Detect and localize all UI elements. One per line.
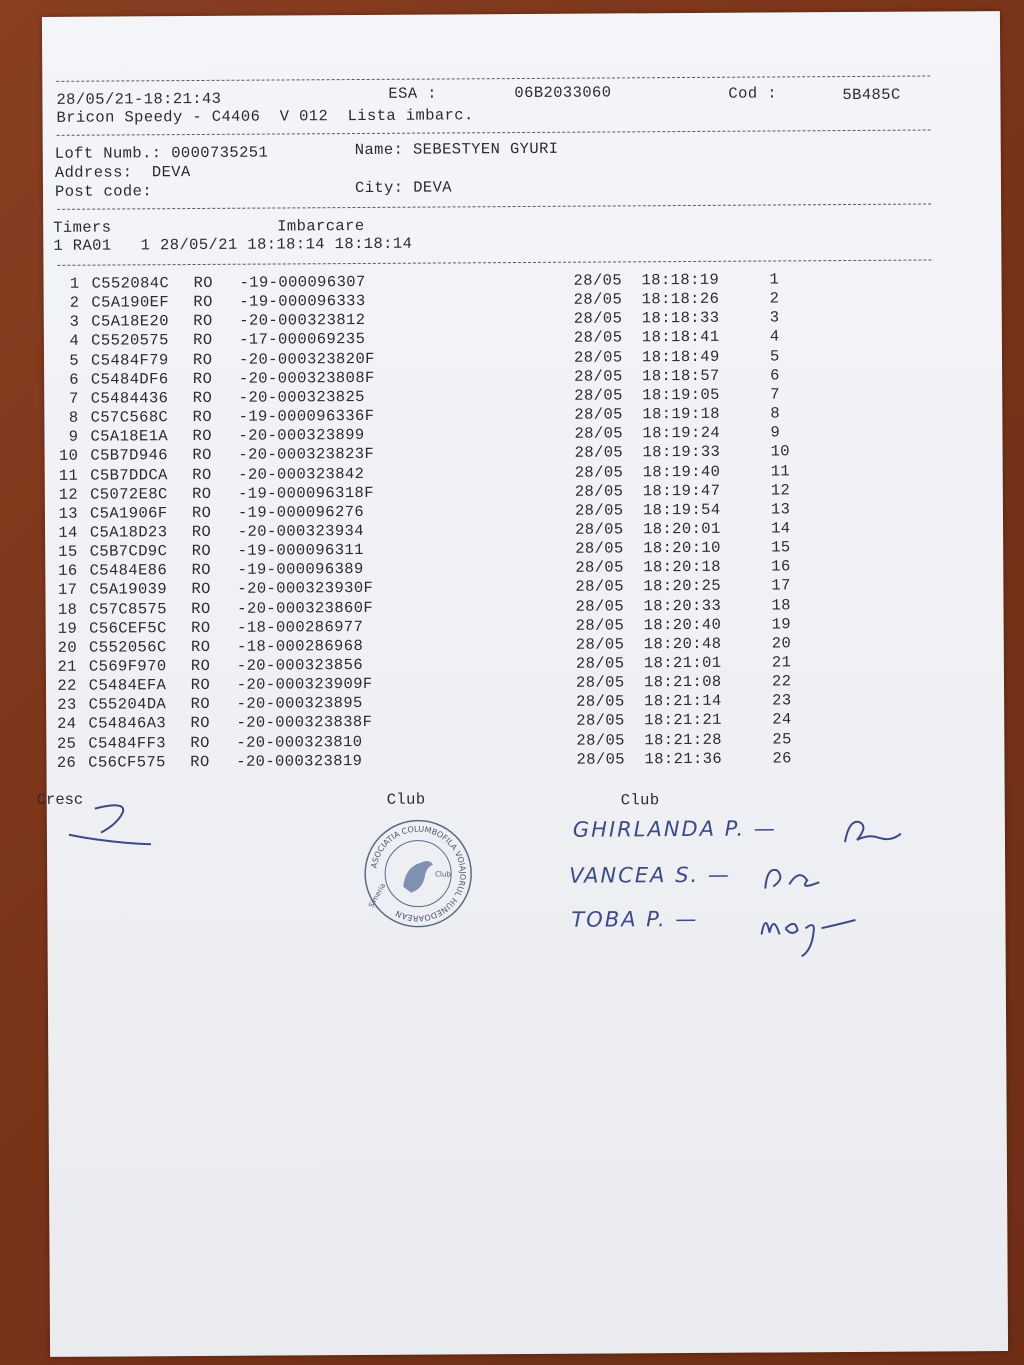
position: 9	[770, 423, 781, 442]
ring-number: -20-000323909F	[236, 675, 373, 694]
chip-id: C5B7D946	[90, 446, 169, 465]
chip-id: C5484E86	[89, 561, 168, 580]
position: 11	[770, 461, 791, 480]
position: 6	[770, 366, 780, 385]
row-number: 9	[68, 427, 79, 446]
separator-line	[57, 260, 931, 266]
row-number: 7	[68, 389, 79, 408]
signature-line-2: VANCEA S. —	[569, 862, 731, 888]
basket-time: 18:19:24	[642, 423, 721, 443]
country-code: RO	[193, 312, 213, 331]
ring-number: -20-000323819	[236, 751, 363, 771]
chip-id: C5A18E20	[91, 312, 169, 331]
basket-date: 28/05	[575, 654, 625, 673]
ring-number: -19-000096307	[239, 272, 366, 292]
chip-id: C5484EFA	[88, 676, 167, 695]
basket-time: 18:20:10	[643, 538, 721, 558]
country-code: RO	[191, 542, 212, 561]
position: 25	[772, 729, 792, 749]
basket-time: 18:21:01	[643, 653, 722, 673]
signature-mark-2	[759, 860, 829, 896]
basket-time: 18:18:33	[641, 309, 720, 328]
ring-number: -19-000096318F	[238, 483, 374, 503]
ring-number: -19-000096389	[237, 560, 364, 580]
ring-number: -20-000323825	[238, 387, 365, 407]
basket-time: 18:20:18	[643, 558, 721, 577]
cresc-label: Cresc	[36, 790, 84, 809]
ring-number: -18-000286977	[237, 617, 364, 637]
row-number: 13	[58, 504, 79, 523]
chip-id: C57C8575	[89, 599, 167, 619]
ring-number: -20-000323930F	[237, 579, 374, 599]
separator-line	[56, 76, 930, 82]
chip-id: C54846A3	[88, 714, 167, 734]
country-code: RO	[191, 503, 212, 522]
basket-time: 18:19:54	[642, 500, 721, 520]
basket-time: 18:18:19	[641, 270, 720, 290]
row-number: 4	[69, 332, 80, 351]
ring-number: -20-000323856	[236, 655, 364, 675]
position: 23	[772, 691, 792, 710]
chip-id: C5B7DDCA	[90, 465, 168, 485]
country-code: RO	[190, 695, 211, 714]
chip-id: C552056C	[88, 638, 167, 657]
basket-date: 28/05	[576, 692, 625, 711]
chip-id: C57C568C	[90, 408, 169, 427]
row-number: 15	[58, 542, 78, 561]
row-number: 19	[57, 619, 78, 638]
chip-id: C5A19039	[89, 580, 168, 600]
country-code: RO	[192, 388, 213, 407]
chip-id: C5484436	[90, 389, 169, 408]
chip-id: C5A18D23	[89, 523, 168, 542]
basket-date: 28/05	[575, 616, 625, 635]
basket-date: 28/05	[573, 271, 623, 290]
row-number: 2	[69, 293, 80, 312]
chip-id: C569F970	[88, 657, 167, 676]
position: 16	[771, 557, 791, 576]
ring-number: -20-000323810	[236, 732, 363, 752]
country-code: RO	[190, 637, 211, 656]
basket-time: 18:19:47	[642, 481, 721, 500]
row-number: 20	[57, 638, 78, 657]
imbarcare-label: Imbarcare	[277, 216, 365, 236]
position: 3	[769, 308, 780, 327]
country-code: RO	[193, 273, 214, 293]
row-number: 12	[58, 485, 79, 504]
esa-value: 06B2033060	[514, 83, 612, 103]
chip-id: C5484FF3	[88, 733, 167, 753]
row-number: 16	[58, 561, 78, 581]
club-label-2: Club	[620, 791, 660, 810]
basket-date: 28/05	[575, 673, 625, 692]
ring-number: -20-000323823F	[238, 445, 375, 465]
position: 20	[771, 634, 792, 653]
row-number: 11	[58, 466, 79, 485]
chip-id: C5484DF6	[90, 369, 169, 389]
basket-date: 28/05	[574, 443, 624, 463]
basketing-list	[43, 269, 946, 774]
basket-time: 18:21:28	[644, 730, 723, 749]
chip-id: C5A18E1A	[90, 427, 169, 446]
chip-id: C56CEF5C	[89, 618, 167, 638]
basket-time: 18:20:25	[643, 577, 722, 596]
basket-date: 28/05	[574, 501, 624, 520]
basket-date: 28/05	[575, 577, 624, 597]
signature-mark-1	[839, 812, 909, 852]
row-number: 6	[69, 370, 79, 389]
country-code: RO	[192, 427, 212, 446]
timers-label: Timers	[53, 218, 112, 237]
country-code: RO	[192, 350, 213, 369]
basket-time: 18:18:49	[641, 347, 720, 366]
timer-line: 1 RA01 1 28/05/21 18:18:14 18:18:14	[53, 234, 413, 255]
position: 8	[770, 404, 781, 423]
country-code: RO	[190, 733, 210, 752]
cod-value: 5B485C	[842, 85, 901, 105]
signature-line-3: TOBA P. —	[571, 906, 699, 932]
row-number: 14	[58, 523, 78, 542]
basket-date: 28/05	[574, 482, 624, 501]
country-code: RO	[192, 446, 212, 465]
country-code: RO	[191, 561, 212, 580]
position: 21	[771, 653, 792, 672]
country-code: RO	[193, 331, 213, 350]
country-code: RO	[190, 714, 210, 733]
cod-label: Cod :	[728, 84, 777, 103]
ring-number: -20-000323934	[237, 521, 364, 541]
country-code: RO	[191, 599, 211, 618]
basket-date: 28/05	[574, 462, 624, 482]
row-number: 21	[57, 657, 77, 676]
stamp-ring-text: ASOCIATIA COLUMBOFILA VOIAJORUL HUNEDOAREAN	[369, 824, 468, 923]
country-code: RO	[192, 484, 212, 503]
position: 14	[770, 519, 791, 538]
position: 15	[771, 538, 791, 557]
country-code: RO	[190, 656, 211, 676]
ring-number: -20-000323842	[238, 464, 365, 484]
ring-number: -20-000323899	[238, 426, 365, 445]
position: 1	[769, 270, 780, 289]
stamp-city-text: Simeria	[367, 882, 388, 910]
signature-mark-3	[755, 894, 875, 965]
row-number: 10	[58, 447, 79, 466]
basket-time: 18:20:40	[643, 615, 722, 634]
country-code: RO	[192, 369, 213, 388]
basket-date: 28/05	[575, 539, 624, 558]
row-number: 8	[68, 408, 79, 427]
esa-label: ESA :	[388, 84, 437, 103]
basket-time: 18:18:41	[641, 328, 720, 347]
position: 26	[772, 749, 792, 768]
chip-id: C5A190EF	[91, 293, 170, 312]
device-line: Bricon Speedy - C4406 V 012 Lista imbarc.	[56, 106, 474, 127]
city: City: DEVA	[354, 178, 453, 198]
basket-time: 18:21:21	[644, 711, 722, 730]
basket-time: 18:19:05	[642, 385, 720, 405]
basket-date: 28/05	[574, 367, 623, 386]
signature-line-1: GHIRLANDA P. —	[572, 816, 777, 842]
ring-number: -19-000096276	[237, 502, 365, 522]
position: 17	[771, 576, 791, 595]
chip-id: C5520575	[91, 331, 169, 351]
ring-number: -19-000096336F	[238, 406, 375, 426]
chip-id: C55204DA	[88, 695, 167, 714]
ring-number: -17-000069235	[239, 330, 366, 350]
basket-date: 28/05	[574, 386, 623, 405]
address: Address: DEVA	[54, 163, 191, 182]
basket-time: 18:19:33	[642, 443, 721, 462]
position: 19	[771, 615, 792, 634]
ring-number: -18-000286968	[236, 636, 364, 656]
position: 13	[770, 500, 791, 519]
loft-number: Loft Numb.: 0000735251	[54, 143, 269, 163]
row-number: 5	[69, 351, 80, 370]
row-number: 26	[56, 753, 77, 772]
basket-date: 28/05	[576, 711, 625, 731]
position: 2	[769, 289, 780, 308]
country-code: RO	[193, 293, 213, 312]
owner-name: Name: SEBESTYEN GYURI	[354, 139, 559, 160]
club-stamp	[363, 818, 474, 929]
row-number: 22	[57, 676, 77, 695]
basket-date: 28/05	[575, 558, 624, 577]
basket-date: 28/05	[574, 424, 624, 443]
basket-time: 18:20:48	[643, 634, 722, 654]
printed-sheet	[36, 11, 1008, 1357]
separator-line	[57, 204, 931, 210]
basket-time: 18:19:18	[642, 404, 721, 424]
basket-date: 28/05	[573, 290, 623, 309]
basket-date: 28/05	[575, 635, 625, 654]
ring-number: -19-000096333	[239, 292, 366, 311]
country-code: RO	[191, 618, 211, 637]
basket-time: 18:21:36	[644, 749, 723, 769]
breeder-signature	[57, 798, 157, 849]
country-code: RO	[190, 752, 210, 771]
basket-date: 28/05	[576, 730, 625, 750]
basket-time: 18:21:14	[644, 692, 722, 711]
country-code: RO	[191, 522, 212, 541]
basket-date: 28/05	[575, 520, 624, 539]
position: 12	[770, 481, 791, 500]
chip-id: C5A1906F	[89, 503, 168, 523]
position: 22	[771, 672, 792, 691]
chip-id: C552084C	[91, 274, 170, 293]
ring-number: -19-000096311	[237, 541, 364, 560]
basket-time: 18:20:01	[643, 519, 721, 539]
chip-id: C5B7CD9C	[89, 542, 168, 561]
row-number: 23	[57, 696, 77, 715]
ring-number: -20-000323812	[239, 311, 366, 331]
post-code: Post code:	[54, 182, 153, 201]
chip-id: C5484F79	[90, 350, 169, 370]
separator-line	[57, 130, 931, 136]
basket-time: 18:21:08	[643, 672, 722, 692]
basket-date: 28/05	[574, 405, 623, 424]
basket-time: 18:20:33	[643, 596, 722, 615]
position: 7	[770, 385, 780, 404]
row-number: 1	[69, 274, 80, 293]
stamp-center-text: Club	[435, 870, 451, 879]
row-number: 17	[57, 581, 78, 600]
position: 24	[772, 710, 792, 729]
position: 4	[769, 327, 780, 346]
country-code: RO	[192, 465, 212, 484]
ring-number: -20-000323895	[236, 694, 363, 714]
row-number: 3	[69, 313, 80, 332]
basket-date: 28/05	[576, 750, 626, 769]
country-code: RO	[190, 676, 211, 695]
ring-number: -20-000323808F	[238, 368, 375, 388]
basket-time: 18:18:57	[642, 366, 720, 386]
row-number: 18	[57, 600, 78, 619]
basket-time: 18:18:26	[641, 289, 720, 309]
country-code: RO	[192, 407, 213, 427]
chip-id: C5072E8C	[90, 484, 168, 504]
basket-time: 18:19:40	[642, 462, 721, 481]
country-code: RO	[191, 580, 211, 599]
position: 5	[769, 347, 780, 366]
ring-number: -20-000323838F	[236, 713, 373, 733]
basket-date: 28/05	[575, 596, 625, 616]
basket-date: 28/05	[573, 328, 623, 348]
club-label-1: Club	[386, 790, 426, 809]
position: 18	[771, 595, 791, 615]
chip-id: C56CF575	[88, 752, 166, 772]
basket-date: 28/05	[573, 347, 623, 367]
position: 10	[770, 442, 791, 461]
ring-number: -20-000323820F	[238, 349, 375, 369]
row-number: 24	[57, 715, 77, 734]
row-number: 25	[56, 734, 77, 753]
basket-date: 28/05	[573, 309, 623, 328]
header-datetime: 28/05/21-18:21:43	[56, 89, 222, 109]
ring-number: -20-000323860F	[237, 598, 374, 618]
